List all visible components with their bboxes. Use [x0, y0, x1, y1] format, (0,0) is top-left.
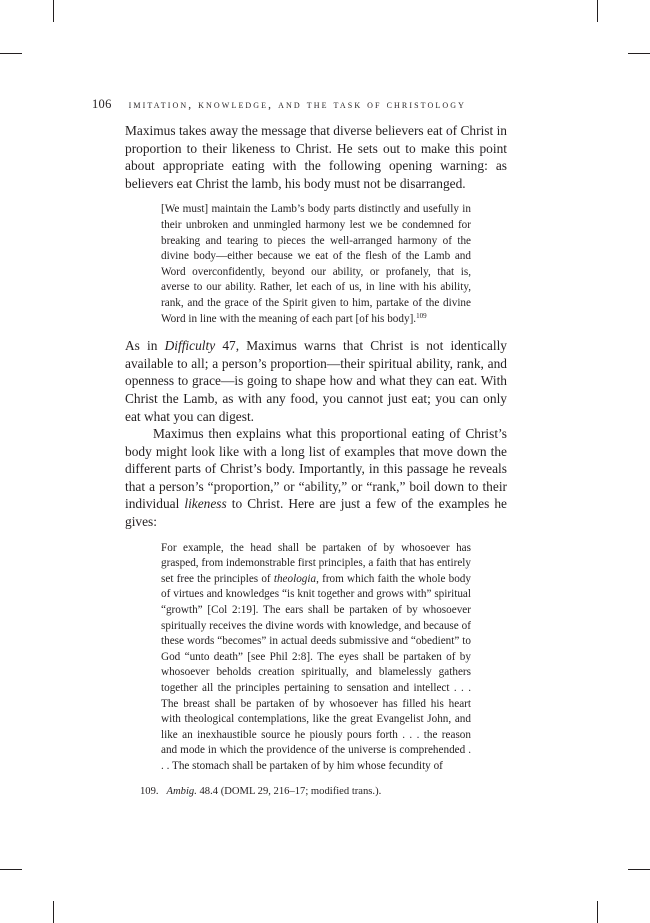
crop-mark — [597, 901, 598, 923]
crop-mark — [53, 0, 54, 22]
running-header — [92, 97, 532, 112]
crop-mark — [53, 901, 54, 923]
paragraph-2-text-cont: 47, Maximus warns that Christ is not identically available to all; a person’s proportion—their spiritual ability, rank, and openness to grace—is going to shape how and what they can eat. With Christ the Lamb, as with any food, you cannot just eat; you can only eat what you can digest. — [125, 338, 507, 424]
footnote-number: 109. — [140, 786, 159, 797]
crop-mark — [597, 0, 598, 22]
footnote-109 — [140, 785, 510, 799]
paragraph-2-text: As in — [125, 338, 165, 354]
block-quote-1-text: [We must] maintain the Lamb’s body parts distinctly and usefully in their unbroken and unmingled harmony lest we be condemned for breaking and tearing to pieces the well-arranged harmony of the divine body—either because we eat of the flesh of the Lamb and Word overconfidently, beyond our ability, or profanely, that is, averse to our ability. Rather, let each of us, in line with his ability, rank, and the grace of the Spirit given to him, partake of the divine Word in line with the meaning of each part [of his body]. — [161, 203, 471, 325]
crop-mark — [628, 869, 650, 870]
running-title: imitation, knowledge, and the task of christology — [128, 99, 466, 111]
block-quote-1 — [161, 202, 471, 327]
page-number: 106 — [92, 97, 112, 111]
block-quote-2-text: For example, the head shall be partaken of by whosoever has grasped, from indemonstrable first principles, a faith that has entirely set free the principles of — [161, 541, 471, 585]
block-quote-2 — [161, 541, 471, 775]
paragraph-3-italic: likeness — [184, 496, 227, 512]
main-text — [125, 122, 507, 785]
footnote-text: 48.4 (DOML 29, 216–17; modified trans.). — [196, 786, 382, 797]
paragraph-3-text-cont: to Christ. Here are just a few of the examples he gives: — [125, 496, 507, 530]
crop-mark — [0, 869, 22, 870]
paragraph-1: Maximus takes away the message that diverse believers eat of Christ in proportion to their likeness to Christ. He sets out to make this point about appropriate eating with the following opening warning: as believers eat Christ the lamb, his body must not be disarranged. — [125, 123, 507, 191]
paragraph-2 — [125, 337, 507, 425]
footnote-ref-109[interactable]: 109 — [416, 311, 427, 320]
paragraph-2-italic: Difficulty — [164, 338, 216, 354]
crop-mark — [0, 53, 22, 54]
crop-mark — [628, 53, 650, 54]
footnote-italic: Ambig. — [166, 786, 197, 797]
block-quote-2-italic: theologia — [273, 572, 317, 585]
block-quote-2-text-cont: , from which faith the whole body of virtues and knowledges “is knit together and grows with” spiritual “growth” [Col 2:19]. The ears shall be partaken of by whosoever spiritually receives the divine words with knowledge, and because of these words “becomes” in actual deeds submissive and “obedient” to God “unto death” [see Phil 2:8]. The eyes shall be partaken of by whosoever beholds creation spiritually, and blamelessly gathers together all the principles pertaining to sensation and intellect . . . The breast shall be partaken of by whosoever has filled his heart with theological contemplations, like the great Evangelist John, and like an inexhaustible source he piously pours forth . . . the reason and mode in which the providence of the universe is comprehended . . . The stomach shall be partaken of by him whose fecundity of — [161, 572, 471, 772]
paragraph-3 — [125, 425, 507, 531]
paragraph-3-text: Maximus then explains what this proportional eating of Christ’s body might look like with a long list of examples that move down the different parts of Christ’s body. Importantly, in this passage he reveals that a person’s “proportion,” or “ability,” or “rank,” boil down to their individual — [125, 426, 507, 512]
